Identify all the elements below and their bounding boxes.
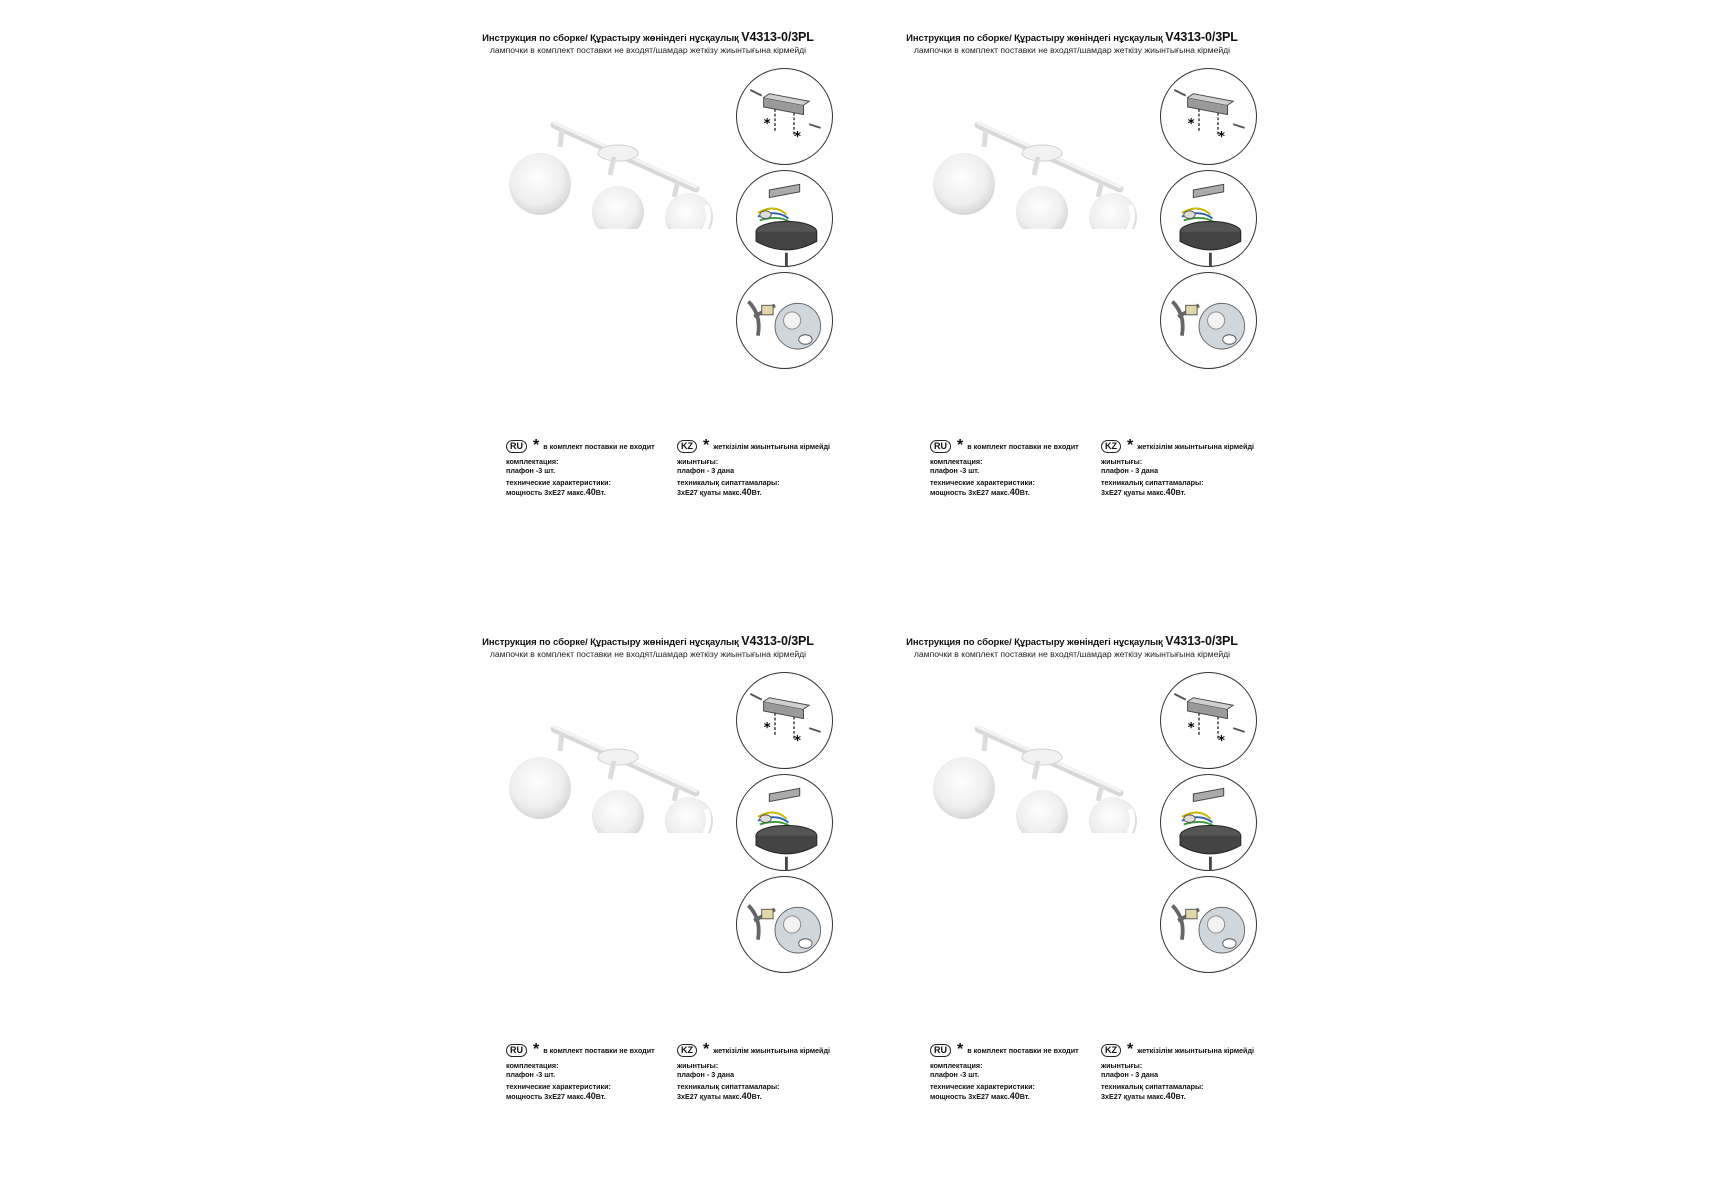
asterisk-icon: * bbox=[1127, 1041, 1134, 1058]
kz-badge: KZ bbox=[677, 1044, 697, 1057]
canopy-wiring-icon bbox=[736, 170, 833, 267]
svg-text:*: * bbox=[1218, 130, 1225, 146]
ru-spec-label: технические характеристики: bbox=[506, 478, 611, 487]
ru-kit-label: комплектация: bbox=[930, 1061, 983, 1070]
kz-spec-label: техникалық сипаттамалары: bbox=[677, 478, 780, 487]
sheet-subtitle: лампочки в комплект поставки не входят/шамдар жеткізу жиынтығына кірмейді bbox=[913, 45, 1231, 55]
svg-text:*: * bbox=[1218, 734, 1225, 750]
legend-block bbox=[506, 1042, 846, 1122]
shade-install-icon bbox=[736, 272, 833, 369]
kz-spec-value: 3хЕ27 қуаты макс.40Вт. bbox=[1101, 1090, 1186, 1101]
canopy-wiring-icon bbox=[1160, 774, 1257, 871]
ru-kit-label: комплектация: bbox=[506, 457, 559, 466]
kz-spec-label: техникалық сипаттамалары: bbox=[677, 1082, 780, 1091]
ru-spec-value: мощность 3хЕ27 макс.40Вт. bbox=[930, 1090, 1030, 1101]
asterisk-icon: * bbox=[703, 437, 710, 454]
ru-badge: RU bbox=[930, 440, 951, 453]
svg-text:*: * bbox=[1187, 720, 1195, 736]
sheet-subtitle: лампочки в комплект поставки не входят/шамдар жеткізу жиынтығына кірмейді bbox=[489, 45, 807, 55]
ru-spec-label: технические характеристики: bbox=[930, 1082, 1035, 1091]
ru-kit-value: плафон -3 шт. bbox=[506, 465, 556, 475]
kz-not-included: жеткізілім жиынтығына кірмейді bbox=[1137, 1045, 1254, 1055]
ceiling-lamp-icon bbox=[506, 693, 726, 833]
sheet-title bbox=[478, 30, 818, 44]
ru-spec-value: мощность 3хЕ27 макс.40Вт. bbox=[506, 1090, 606, 1101]
ceiling-lamp-icon bbox=[930, 89, 1150, 229]
canopy-wiring-icon bbox=[1160, 170, 1257, 267]
sheet-title bbox=[478, 634, 818, 648]
ru-spec-label: технические характеристики: bbox=[930, 478, 1035, 487]
kz-badge: KZ bbox=[1101, 440, 1121, 453]
legend-block bbox=[930, 1042, 1270, 1122]
ru-not-included: в комплект поставки не входит bbox=[967, 441, 1079, 451]
legend-ru bbox=[930, 1042, 1095, 1101]
legend-ru bbox=[506, 1042, 671, 1101]
title-text: Инструкция по сборке/ Құрастыру жөніндегі нұсқаулық bbox=[906, 637, 1166, 648]
ru-spec-label: технические характеристики: bbox=[506, 1082, 611, 1091]
asterisk-icon: * bbox=[533, 1041, 540, 1058]
asterisk-icon: * bbox=[533, 437, 540, 454]
kz-not-included: жеткізілім жиынтығына кірмейді bbox=[1137, 441, 1254, 451]
sheet-subtitle: лампочки в комплект поставки не входят/шамдар жеткізу жиынтығына кірмейді bbox=[489, 649, 807, 659]
instruction-sheet bbox=[902, 24, 1254, 524]
kz-kit-value: плафон - 3 дана bbox=[1101, 465, 1159, 475]
asterisk-icon: * bbox=[1127, 437, 1134, 454]
ru-kit-label: комплектация: bbox=[930, 457, 983, 466]
title-text: Инструкция по сборке/ Құрастыру жөніндегі нұсқаулық bbox=[482, 33, 742, 44]
kz-badge: KZ bbox=[677, 440, 697, 453]
kz-not-included: жеткізілім жиынтығына кірмейді bbox=[713, 1045, 830, 1055]
kz-spec-label: техникалық сипаттамалары: bbox=[1101, 1082, 1204, 1091]
asterisk-icon: * bbox=[703, 1041, 710, 1058]
ceiling-lamp-icon bbox=[930, 693, 1150, 833]
mounting-bracket-icon bbox=[736, 68, 833, 165]
kz-kit-label: жиынтығы: bbox=[677, 457, 719, 466]
instruction-sheet bbox=[902, 628, 1254, 1128]
shade-install-icon bbox=[1160, 876, 1257, 973]
model-number: V4313-0/3PL bbox=[741, 30, 814, 44]
canopy-wiring-icon bbox=[736, 774, 833, 871]
legend-block bbox=[506, 438, 846, 518]
legend-block bbox=[930, 438, 1270, 518]
asterisk-icon: * bbox=[957, 1041, 964, 1058]
svg-text:*: * bbox=[794, 734, 801, 750]
instruction-sheet bbox=[478, 24, 830, 524]
title-text: Инструкция по сборке/ Құрастыру жөніндегі нұсқаулық bbox=[906, 33, 1166, 44]
ceiling-lamp-icon bbox=[506, 89, 726, 229]
shade-install-icon bbox=[736, 876, 833, 973]
ru-kit-value: плафон -3 шт. bbox=[930, 1069, 980, 1079]
ru-spec-value: мощность 3хЕ27 макс.40Вт. bbox=[506, 486, 606, 497]
kz-kit-value: плафон - 3 дана bbox=[677, 1069, 735, 1079]
kz-spec-label: техникалық сипаттамалары: bbox=[1101, 478, 1204, 487]
kz-kit-label: жиынтығы: bbox=[1101, 1061, 1143, 1070]
svg-text:*: * bbox=[794, 130, 801, 146]
ru-badge: RU bbox=[506, 440, 527, 453]
legend-ru bbox=[506, 438, 671, 497]
legend-ru bbox=[930, 438, 1095, 497]
kz-kit-label: жиынтығы: bbox=[1101, 457, 1143, 466]
ru-not-included: в комплект поставки не входит bbox=[543, 1045, 655, 1055]
title-text: Инструкция по сборке/ Құрастыру жөніндегі нұсқаулық bbox=[482, 637, 742, 648]
kz-spec-value: 3хЕ27 қуаты макс.40Вт. bbox=[1101, 486, 1186, 497]
ru-not-included: в комплект поставки не входит bbox=[967, 1045, 1079, 1055]
sheet-title bbox=[902, 30, 1242, 44]
legend-kz bbox=[1101, 438, 1266, 497]
shade-install-icon bbox=[1160, 272, 1257, 369]
ru-not-included: в комплект поставки не входит bbox=[543, 441, 655, 451]
ru-kit-label: комплектация: bbox=[506, 1061, 559, 1070]
legend-kz bbox=[677, 1042, 842, 1101]
kz-kit-value: плафон - 3 дана bbox=[677, 465, 735, 475]
mounting-bracket-icon bbox=[736, 672, 833, 769]
asterisk-icon: * bbox=[957, 437, 964, 454]
svg-text:*: * bbox=[1187, 116, 1195, 132]
sheet-subtitle: лампочки в комплект поставки не входят/шамдар жеткізу жиынтығына кірмейді bbox=[913, 649, 1231, 659]
instruction-sheet bbox=[478, 628, 830, 1128]
kz-spec-value: 3хЕ27 қуаты макс.40Вт. bbox=[677, 486, 762, 497]
mounting-bracket-icon bbox=[1160, 68, 1257, 165]
legend-kz bbox=[1101, 1042, 1266, 1101]
ru-spec-value: мощность 3хЕ27 макс.40Вт. bbox=[930, 486, 1030, 497]
kz-badge: KZ bbox=[1101, 1044, 1121, 1057]
kz-spec-value: 3хЕ27 қуаты макс.40Вт. bbox=[677, 1090, 762, 1101]
model-number: V4313-0/3PL bbox=[1165, 30, 1238, 44]
ru-badge: RU bbox=[506, 1044, 527, 1057]
mounting-bracket-icon bbox=[1160, 672, 1257, 769]
ru-kit-value: плафон -3 шт. bbox=[506, 1069, 556, 1079]
kz-kit-value: плафон - 3 дана bbox=[1101, 1069, 1159, 1079]
ru-badge: RU bbox=[930, 1044, 951, 1057]
legend-kz bbox=[677, 438, 842, 497]
kz-kit-label: жиынтығы: bbox=[677, 1061, 719, 1070]
ru-kit-value: плафон -3 шт. bbox=[930, 465, 980, 475]
sheet-title bbox=[902, 634, 1242, 648]
model-number: V4313-0/3PL bbox=[1165, 634, 1238, 648]
svg-text:*: * bbox=[763, 116, 771, 132]
kz-not-included: жеткізілім жиынтығына кірмейді bbox=[713, 441, 830, 451]
model-number: V4313-0/3PL bbox=[741, 634, 814, 648]
svg-text:*: * bbox=[763, 720, 771, 736]
